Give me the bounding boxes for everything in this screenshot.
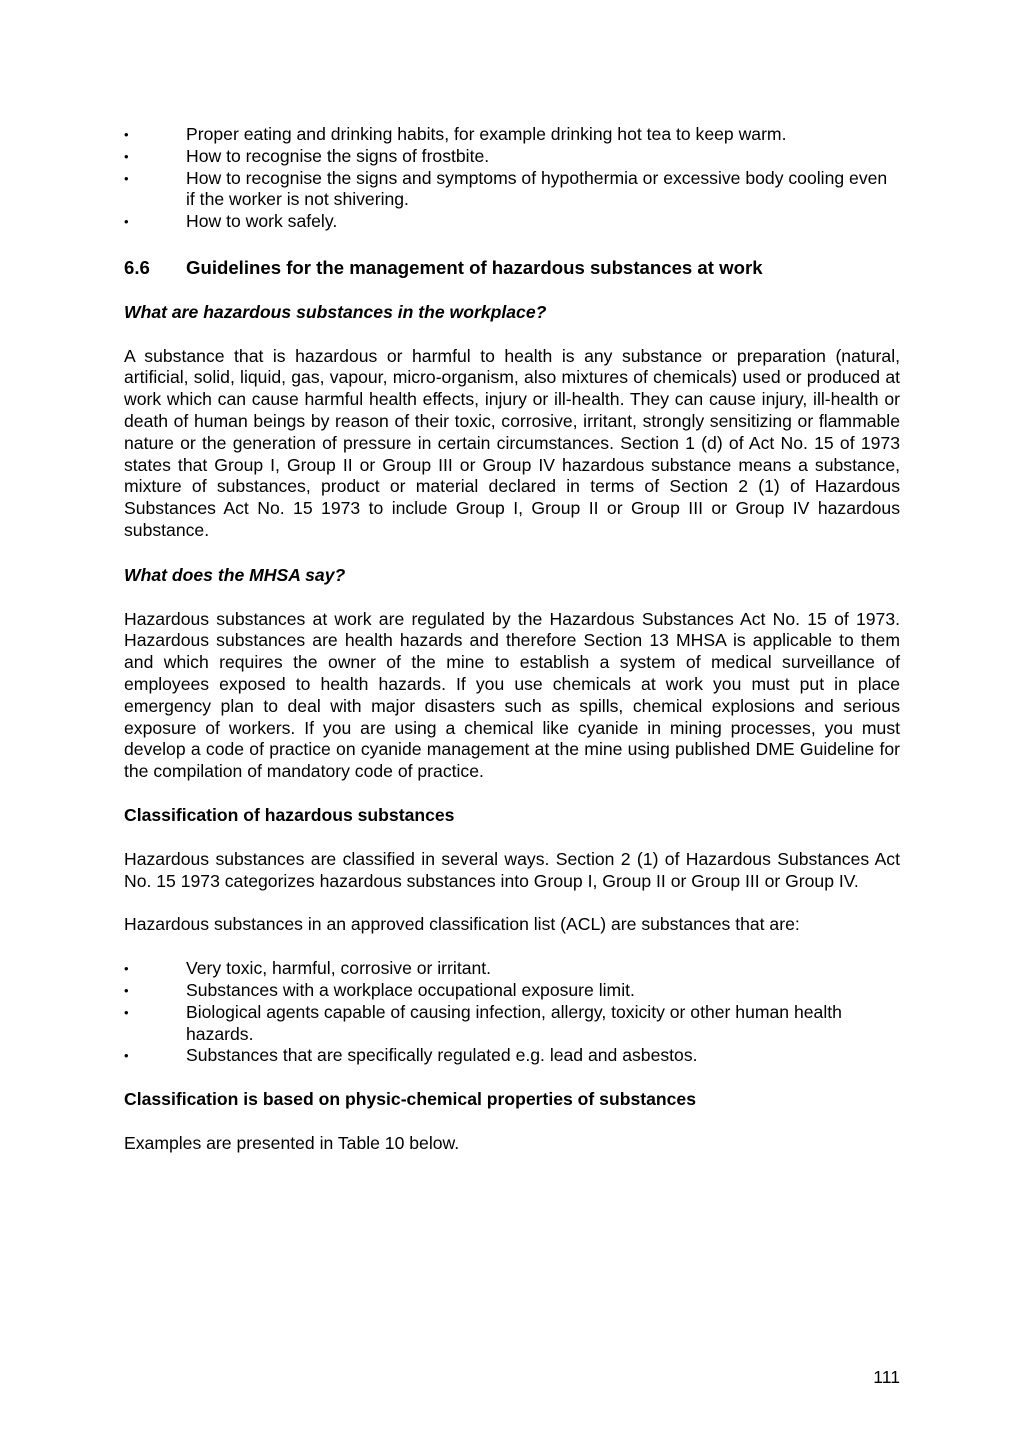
list-item	[124, 211, 900, 233]
subheading-what-are-hazardous: What are hazardous substances in the workplace?	[124, 301, 547, 322]
paragraph-physchem: Examples are presented in Table 10 below.	[124, 1132, 460, 1153]
paragraph-mhsa: Hazardous substances at work are regulated by the Hazardous Substances Act No. 15 of 1973. Hazardous substances are health hazards and therefore Section 13 MHSA is applicable to them and which requires the owner of the mine to establish a system of medical surveillance of employees exposed to health hazards. If you use chemicals at work you must put in place emergency plan to deal with major disasters such as spills, chemical explosions and serious exposure of workers. If you are using a chemical like cyanide in mining processes, you must develop a code of practice on cyanide management at the mine using published DME Guideline for the compilation of mandatory code of practice.	[124, 608, 900, 782]
list-item-text: How to recognise the signs and symptoms of hypothermia or excessive body cooling even if the worker is not shivering.	[186, 167, 888, 210]
list-item-text: Substances that are specifically regulated e.g. lead and asbestos.	[186, 1045, 698, 1066]
list-item	[124, 980, 900, 1002]
list-item-text: How to work safely.	[186, 211, 338, 232]
list-item-text: Very toxic, harmful, corrosive or irritant.	[186, 958, 492, 979]
document-page	[124, 124, 900, 1155]
bullet-icon	[124, 146, 138, 168]
bullet-icon	[124, 1002, 138, 1024]
list-item-text: Proper eating and drinking habits, for example drinking hot tea to keep warm.	[186, 124, 787, 144]
list-item-text: Substances with a workplace occupational exposure limit.	[186, 979, 635, 1000]
paragraph-classification: Hazardous substances are classified in several ways. Section 2 (1) of Hazardous Substances Act No. 15 1973 categorizes hazardous substances into Group I, Group II or Group III or Group IV.	[124, 848, 900, 891]
acl-bullet-list	[124, 958, 900, 1067]
bullet-icon	[124, 168, 138, 190]
section-title: Guidelines for the management of hazardous substances at work	[186, 256, 763, 278]
list-item-text: How to recognise the signs of frostbite.	[186, 145, 490, 166]
paragraph-acl-intro: Hazardous substances in an approved classification list (ACL) are substances that are:	[124, 914, 800, 935]
list-item	[124, 146, 900, 168]
bullet-icon	[124, 124, 138, 146]
list-item	[124, 1002, 900, 1046]
list-item	[124, 124, 900, 146]
subheading-physchem: Classification is based on physic-chemical properties of substances	[124, 1089, 696, 1110]
bullet-icon	[124, 1045, 138, 1067]
paragraph-definition: A substance that is hazardous or harmful to health is any substance or preparation (natural, artificial, solid, liquid, gas, vapour, micro-organism, also mixtures of chemicals) used or produced at work which can cause harmful health effects, injury or ill-health. They can cause injury, ill-health or death of human beings by reason of their toxic, corrosive, irritant, strongly sensitizing or flammable nature or the generation of pressure in certain circumstances. Section 1 (d) of Act No. 15 of 1973 states that Group I, Group II or Group III or Group IV hazardous substance means a substance, mixture of substances, product or material declared in terms of Section 2 (1) of Hazardous Substances Act No. 15 1973 to include Group I, Group II or Group III or Group IV hazardous substance.	[124, 345, 900, 540]
subheading-mhsa: What does the MHSA say?	[124, 564, 346, 585]
page-number: 111	[873, 1367, 900, 1387]
section-number: 6.6	[124, 256, 150, 278]
bullet-icon	[124, 980, 138, 1002]
bullet-icon	[124, 211, 138, 233]
subheading-classification: Classification of hazardous substances	[124, 804, 455, 825]
bullet-icon	[124, 958, 138, 980]
list-item-text: Biological agents capable of causing infection, allergy, toxicity or other human health hazards.	[186, 1001, 842, 1044]
section-heading	[124, 257, 900, 279]
list-item	[124, 958, 900, 980]
list-item	[124, 168, 900, 212]
top-bullet-list	[124, 124, 900, 233]
list-item	[124, 1045, 900, 1067]
